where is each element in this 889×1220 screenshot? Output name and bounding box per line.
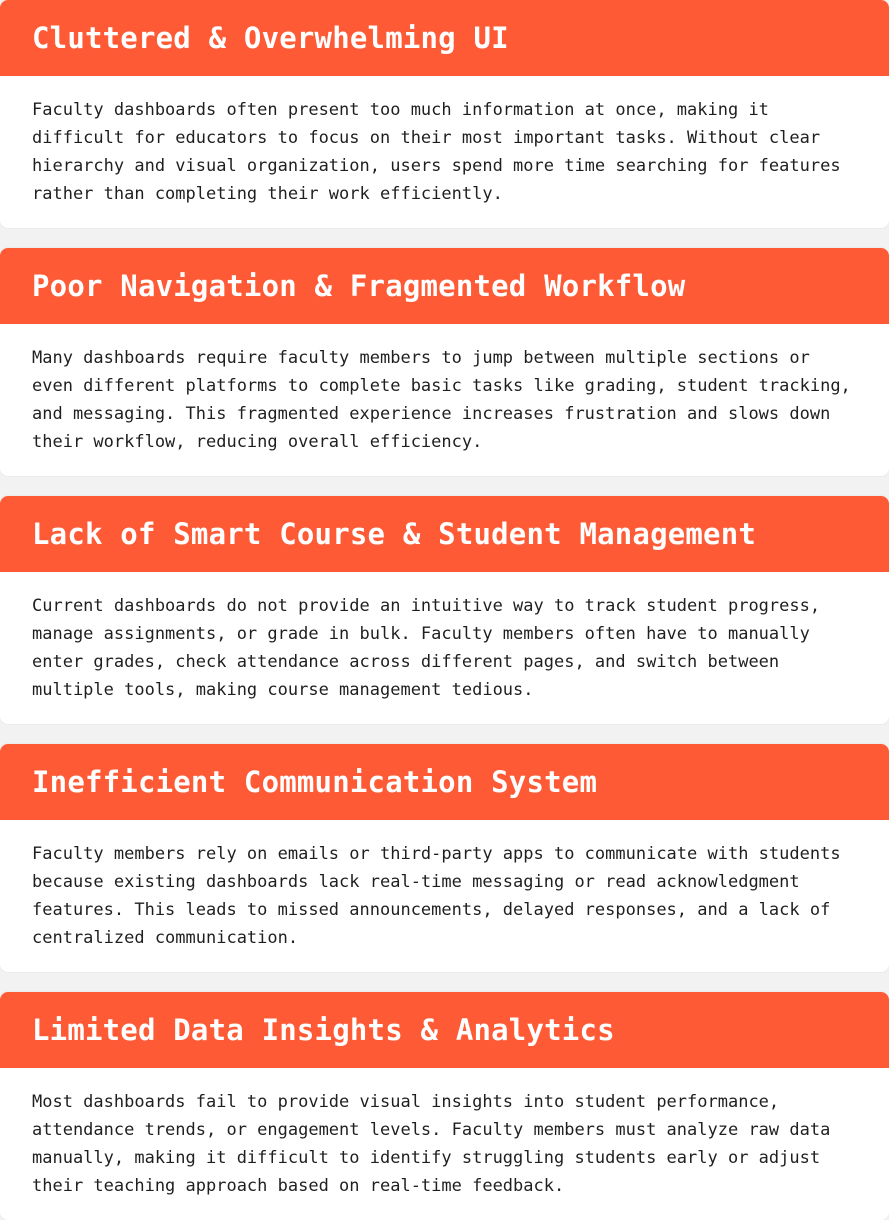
card-header: [0, 248, 889, 324]
card-body: [0, 820, 889, 952]
card-body: [0, 572, 889, 704]
card-body: [0, 1068, 889, 1200]
card-header: [0, 496, 889, 572]
card-body: [0, 76, 889, 208]
problem-card-poor-navigation: [0, 248, 889, 476]
card-title: Inefficient Communication System: [32, 765, 598, 799]
card-description: Current dashboards do not provide an intuitive way to track student progress, manage assignments, or grade in bulk. Faculty members often have to manually enter grades, check attendance across different pages, and switch between multiple tools, making course management tedious.: [32, 596, 821, 700]
card-description: Faculty members rely on emails or third-party apps to communicate with students because existing dashboards lack real-time messaging or read acknowledgment features. This leads to missed announcements, delayed responses, and a lack of centralized communication.: [32, 844, 841, 948]
card-title: Poor Navigation & Fragmented Workflow: [32, 269, 686, 303]
card-title: Lack of Smart Course & Student Management: [32, 517, 757, 551]
card-header: [0, 0, 889, 76]
problem-card-course-management: [0, 496, 889, 724]
card-description: Faculty dashboards often present too much information at once, making it difficult for educators to focus on their most important tasks. Without clear hierarchy and visual organization, users spend more time searching for features rather than completing their work efficiently.: [32, 100, 841, 204]
card-description: Many dashboards require faculty members to jump between multiple sections or even different platforms to complete basic tasks like grading, student tracking, and messaging. This fragmented experience increases frustration and slows down their workflow, reducing overall efficiency.: [32, 348, 851, 452]
card-header: [0, 744, 889, 820]
card-body: [0, 324, 889, 456]
card-description: Most dashboards fail to provide visual insights into student performance, attendance trends, or engagement levels. Faculty members must analyze raw data manually, making it difficult to identify struggling students early or adjust their teaching approach based on real-time feedback.: [32, 1092, 831, 1196]
card-header: [0, 992, 889, 1068]
card-title: Cluttered & Overwhelming UI: [32, 21, 509, 55]
problem-card-data-insights: [0, 992, 889, 1220]
problem-card-communication: [0, 744, 889, 972]
card-title: Limited Data Insights & Analytics: [32, 1013, 615, 1047]
problem-card-cluttered-ui: [0, 0, 889, 228]
